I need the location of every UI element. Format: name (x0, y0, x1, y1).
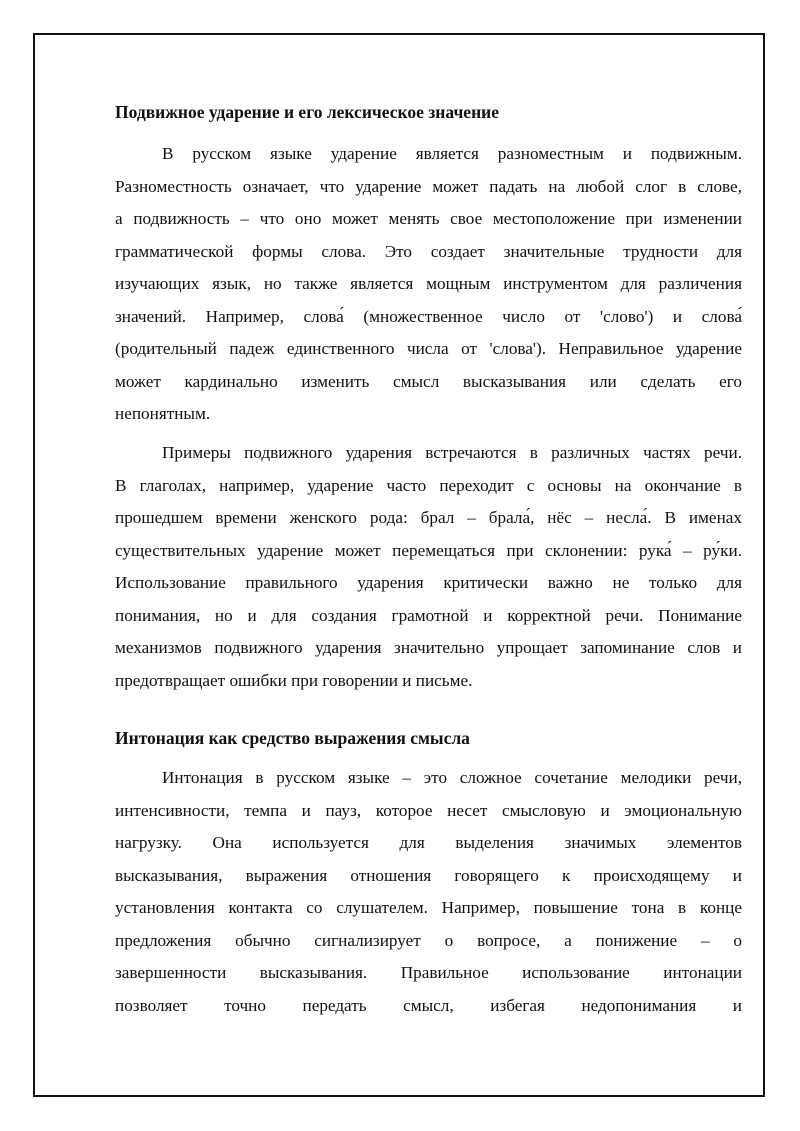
text-line: непонятным. (115, 404, 211, 423)
section-heading-stress: Подвижное ударение и его лексическое значение (115, 102, 500, 122)
text-line: Интонация в русском языке – это сложное сочетание мелодики речи, (162, 768, 742, 787)
text-line: позволяет точно передать смысл, избегая недопонимания и (115, 995, 742, 1015)
text-line: может кардинально изменить смысл высказывания или сделать его (115, 371, 742, 391)
text-line: В русском языке ударение является разноместным и подвижным. (162, 144, 742, 163)
text-line: завершенности высказывания. Правильное использование интонации (115, 963, 742, 982)
text-line: механизмов подвижного ударения значительно упрощает запоминание слов и (115, 638, 742, 657)
text-line: (родительный падеж единственного числа от 'слова'). Неправильное ударение (115, 339, 742, 358)
text-line: интенсивности, темпа и пауз, которое несет смысловую и эмоциональную (115, 800, 742, 820)
paragraph-stress-intro (115, 138, 742, 431)
text-line: существительных ударение может перемещаться при склонении: рука́ – ру́ки. (115, 540, 742, 560)
text-line: Использование правильного ударения критически важно не только для (115, 573, 742, 592)
section-heading-intonation: Интонация как средство выражения смысла (115, 728, 470, 748)
text-line: прошедшем времени женского рода: брал – брала́, нёс – несла́. В именах (115, 508, 742, 527)
text-line: установления контакта со слушателем. Например, повышение тона в конце (115, 898, 742, 917)
text-line: а подвижность – что оно может менять свое местоположение при изменении (115, 209, 742, 228)
text-line: В глаголах, например, ударение часто переходит с основы на окончание в (115, 475, 742, 495)
paragraph-stress-examples (115, 437, 742, 697)
text-line: значений. Например, слова́ (множественное число от 'слово') и слова́ (115, 306, 742, 326)
text-line: грамматической формы слова. Это создает значительные трудности для (115, 241, 742, 261)
text-line: предложения обычно сигнализирует о вопросе, а понижение – о (115, 930, 742, 950)
text-line: предотвращает ошибки при говорении и письме. (115, 670, 473, 690)
text-line: Примеры подвижного ударения встречаются в различных частях речи. (162, 443, 742, 462)
text-line: Разноместность означает, что ударение может падать на любой слог в слове, (115, 176, 742, 196)
text-line: нагрузку. Она используется для выделения значимых элементов (115, 833, 742, 852)
text-line: понимания, но и для создания грамотной и корректной речи. Понимание (115, 605, 742, 625)
text-line: изучающих язык, но также является мощным инструментом для различения (115, 274, 742, 293)
text-line: высказывания, выражения отношения говорящего к происходящему и (115, 865, 742, 885)
paragraph-intonation (115, 762, 742, 1022)
